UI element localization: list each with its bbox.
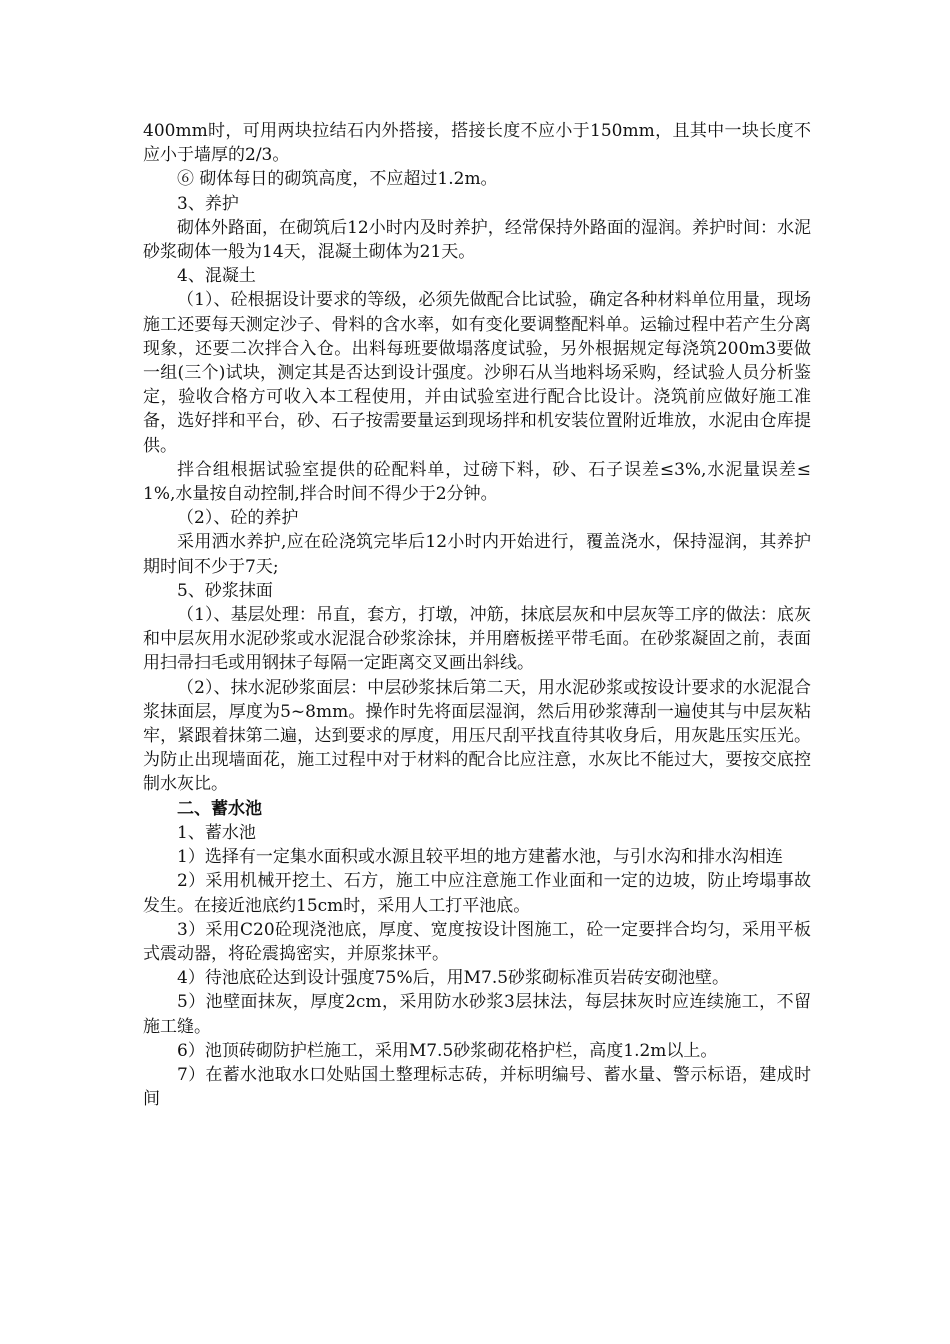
list-item-pool-wall: 4）待池底砼达到设计强度75%后，用M7.5砂浆砌标准页岩砖安砌池壁。 [177, 968, 730, 989]
paragraph-curing: 砌体外路面，在砌筑后12小时内及时养护，经常保持外路面的湿润。养护时间：水泥砂浆砌体一般为14天，混凝土砌体为21天。 [143, 217, 811, 263]
section-heading-reservoir: 1、蓄水池 [177, 822, 256, 843]
list-item-site-selection: 1）选择有一定集水面积或水源且较平坦的地方建蓄水池，与引水沟和排水沟相连 [177, 847, 783, 868]
paragraph-daily-height: ⑥ 砌体每日的砌筑高度，不应超过1.2m。 [177, 169, 498, 190]
paragraph-surface-layer: （2）、抹水泥砂浆面层：中层砂浆抹后第二天，用水泥砂浆或按设计要求的水泥混合浆抹面层，厚度为5~8mm。操作时先将面层湿润，然后用砂浆薄刮一遍使其与中层灰粘牢，紧跟着抹第二遍，达到要求的厚度，用压尺刮平找直待其收身后，用灰匙压实压光。为防止出现墙面花，施工过程中对于材料的配合比应注意，水灰比不能过大，要按交底控制水灰比。 [143, 677, 811, 795]
document-page [143, 119, 811, 1111]
section-heading-concrete: 4、混凝土 [177, 266, 256, 287]
section-heading-plaster: 5、砂浆抹面 [177, 580, 273, 601]
section-heading-curing: 3、养护 [177, 193, 239, 214]
list-item-guardrail: 6）池顶砖砌防护栏施工，采用M7.5砂浆砌花格护栏，高度1.2m以上。 [177, 1040, 718, 1061]
paragraph-mixing: 拌合组根据试验室提供的砼配料单，过磅下料，砂、石子误差≤3%,水泥量误差≤1%,水量按自动控制,拌合时间不得少于2分钟。 [143, 459, 811, 505]
chapter-heading-reservoir: 二、蓄水池 [177, 798, 262, 819]
paragraph-water-curing: 采用洒水养护,应在砼浇筑完毕后12小时内开始进行，覆盖浇水，保持湿润，其养护期时间不少于7天; [143, 532, 811, 577]
list-item-wall-plaster: 5）池壁面抹灰，厚度2cm，采用防水砂浆3层抹法，每层抹灰时应连续施工，不留施工缝。 [143, 992, 811, 1037]
list-item-sign-brick: 7）在蓄水池取水口处贴国土整理标志砖，并标明编号、蓄水量、警示标语，建成时间 [143, 1064, 811, 1110]
subheading-concrete-curing: （2）、砼的养护 [177, 508, 299, 529]
list-item-excavation: 2）采用机械开挖土、石方，施工中应注意施工作业面和一定的边坡，防止垮塌事故发生。在接近池底约15cm时，采用人工打平池底。 [143, 871, 811, 916]
paragraph-masonry-lap: 400mm时，可用两块拉结石内外搭接，搭接长度不应小于150mm，且其中一块长度不应小于墙厚的2/3。 [143, 121, 811, 166]
paragraph-concrete-mix: （1）、砼根据设计要求的等级，必须先做配合比试验，确定各种材料单位用量，现场施工还要每天测定沙子、骨料的含水率，如有变化要调整配料单。运输过程中若产生分离现象，还要二次拌合入仓。出料每班要做塌落度试验，另外根据规定每浇筑200m3要做一组(三个)试块，测定其是否达到设计强度。沙卵石从当地料场采购，经试验人员分析鉴定，验收合格方可收入本工程使用，并由试验室进行配合比设计。浇筑前应做好施工准备，选好拌和平台，砂、石子按需要量运到现场拌和机安装位置附近堆放，水泥由仓库提供。 [143, 290, 811, 456]
list-item-pool-bottom: 3）采用C20砼现浇池底，厚度、宽度按设计图施工，砼一定要拌合均匀，采用平板式震动器，将砼震捣密实，并原浆抹平。 [143, 919, 811, 964]
paragraph-base-treatment: （1）、基层处理：吊直，套方，打墩，冲筋，抹底层灰和中层灰等工序的做法：底灰和中层灰用水泥砂浆或水泥混合砂浆涂抹，并用磨板搓平带毛面。在砂浆凝固之前，表面用扫帚扫毛或用钢抹子每隔一定距离交叉画出斜线。 [143, 605, 811, 674]
